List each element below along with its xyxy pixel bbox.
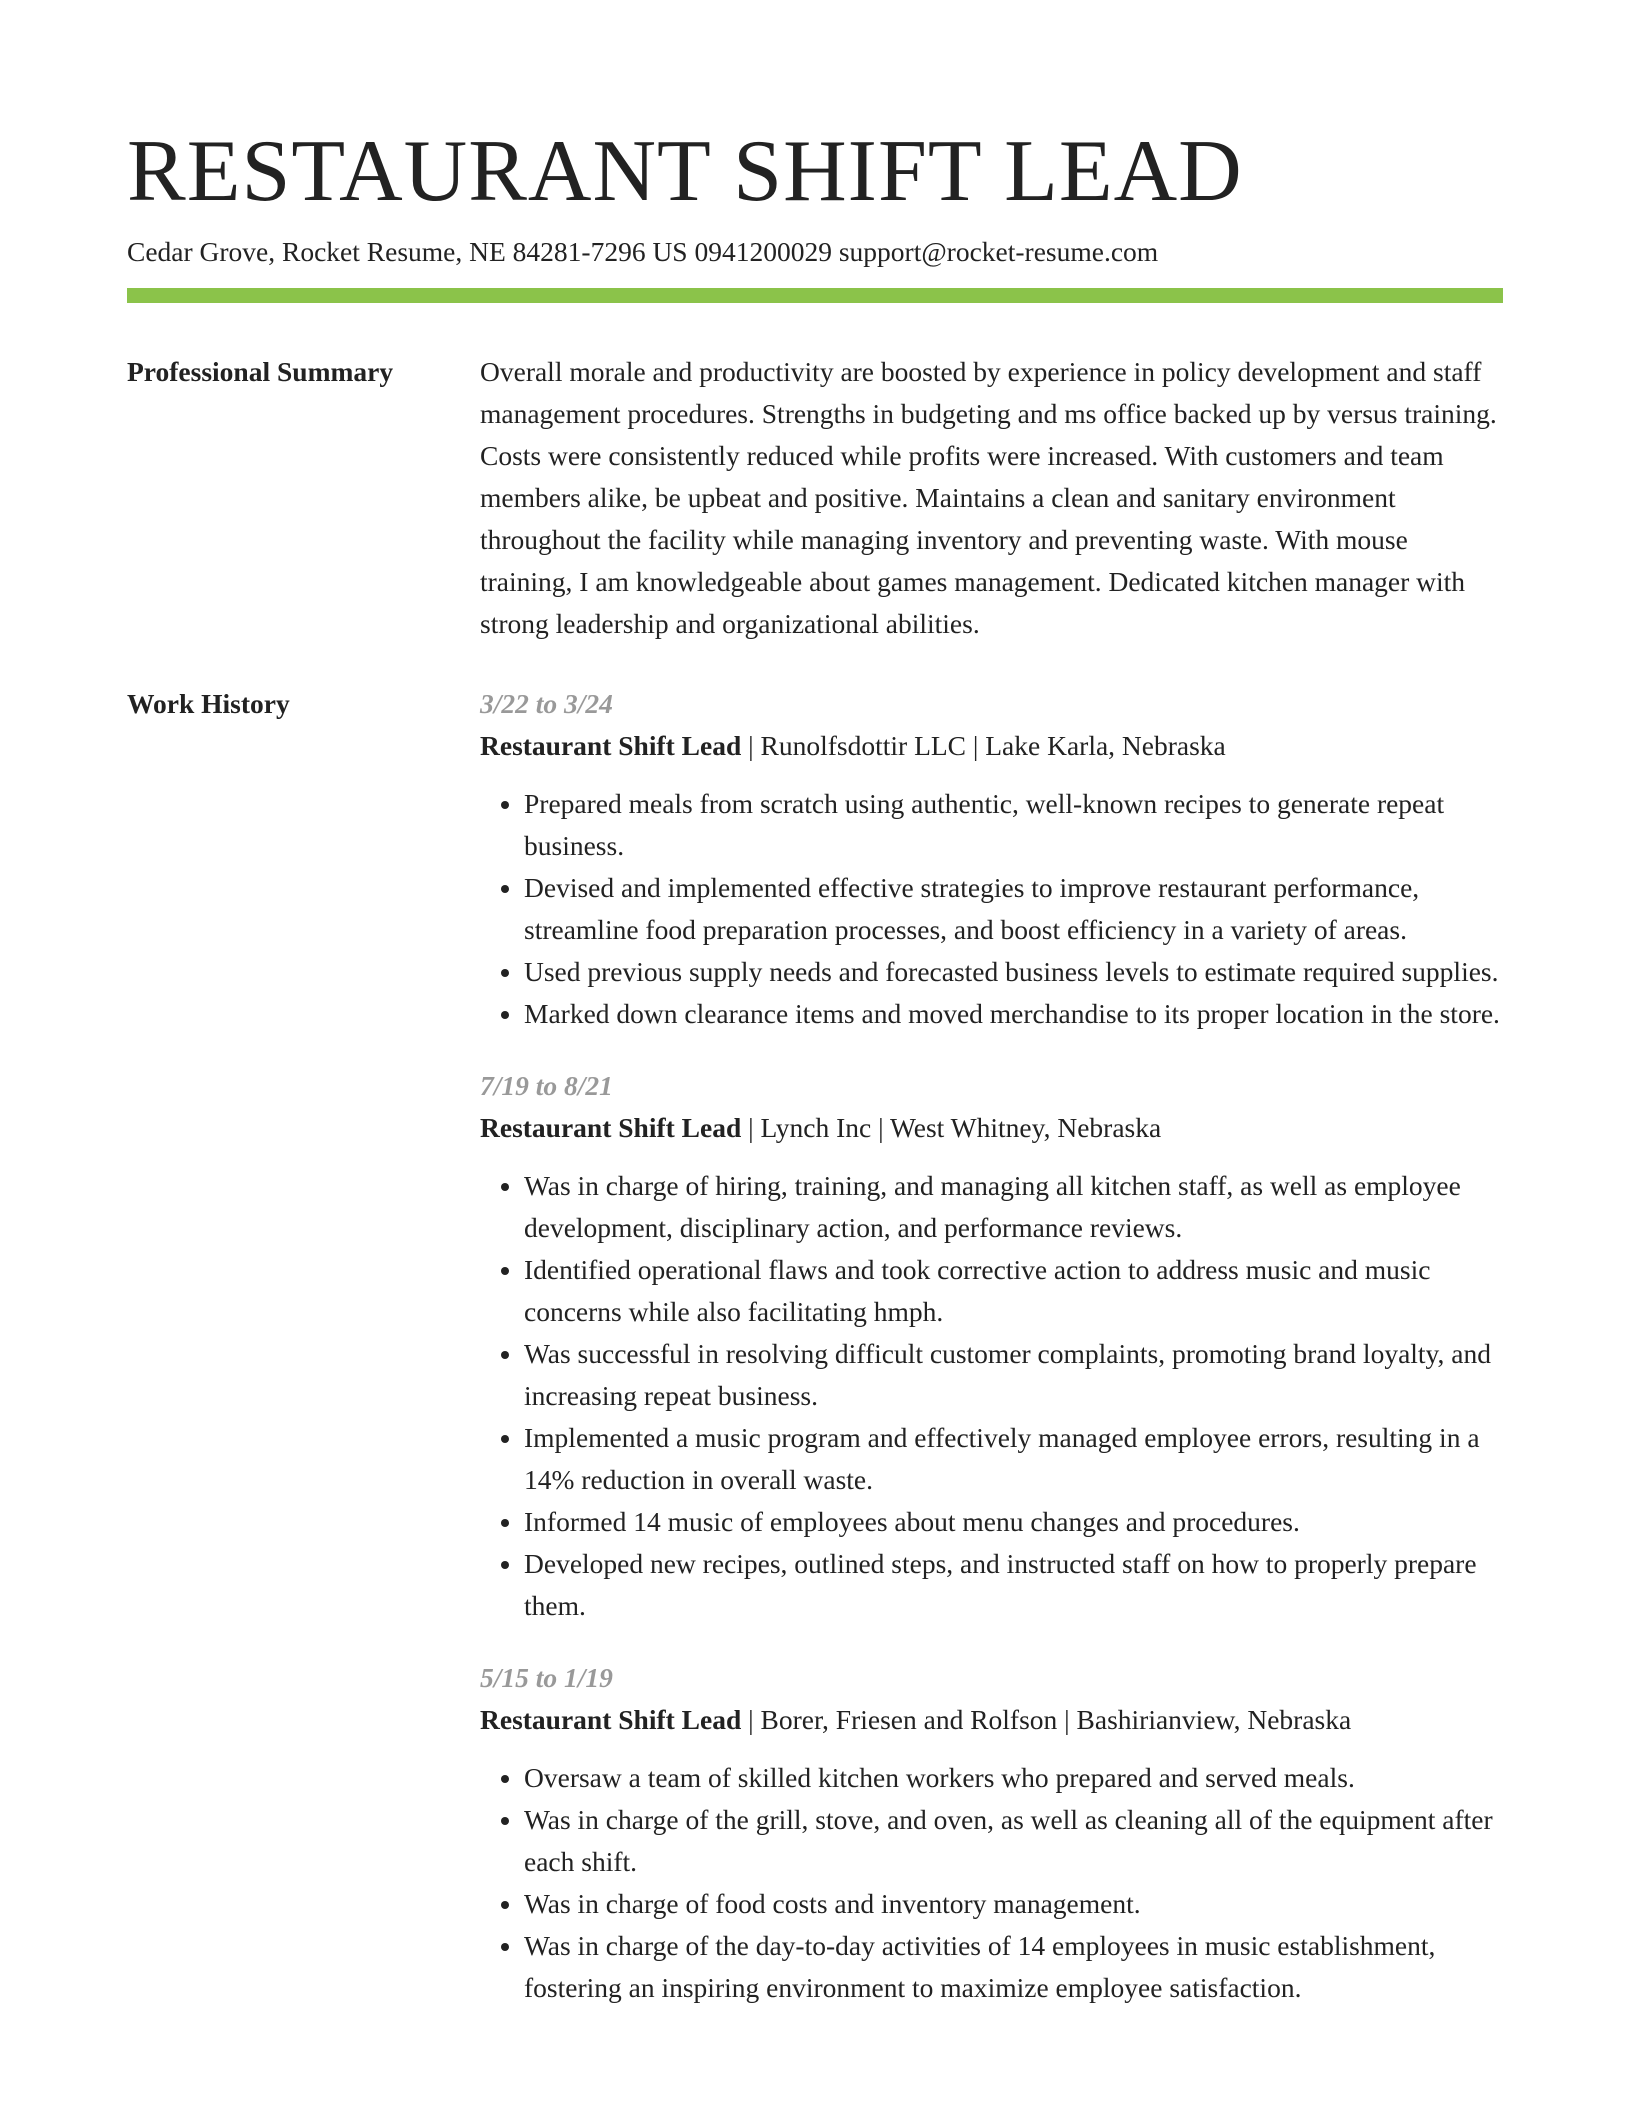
summary-section [127, 351, 1503, 645]
job-bullet: • Used previous supply needs and forecasted business levels to estimate required supplies. [524, 951, 1503, 993]
job-entry [480, 1657, 1503, 2009]
job-bullet: • Devised and implemented effective strategies to improve restaurant performance, streamline food preparation processes, and boost efficiency in a variety of areas. [524, 867, 1503, 951]
job-bullet: • Was in charge of the grill, stove, and oven, as well as cleaning all of the equipment after each shift. [524, 1799, 1503, 1883]
job-bullet: • Marked down clearance items and moved merchandise to its proper location in the store. [524, 993, 1503, 1035]
job-bullet: • Was successful in resolving difficult customer complaints, promoting brand loyalty, and increasing repeat business. [524, 1333, 1503, 1417]
summary-label: Professional Summary [127, 356, 394, 387]
resume-page [127, 118, 1503, 2039]
job-dates: 7/19 to 8/21 [480, 1070, 613, 1101]
job-bullet: • Was in charge of hiring, training, and managing all kitchen staff, as well as employee development, disciplinary action, and performance reviews. [524, 1165, 1503, 1249]
job-bullets [480, 1757, 1503, 2009]
job-bullet: • Implemented a music program and effectively managed employee errors, resulting in a 14% reduction in overall waste. [524, 1417, 1503, 1501]
job-bullet: • Oversaw a team of skilled kitchen workers who prepared and served meals. [524, 1757, 1503, 1799]
job-bullets [480, 783, 1503, 1035]
job-bullet: • Identified operational flaws and took corrective action to address music and music concerns while also facilitating hmph. [524, 1249, 1503, 1333]
job-entry [480, 683, 1503, 1035]
job-details: | Lynch Inc | West Whitney, Nebraska [741, 1112, 1162, 1143]
work-history-body [480, 683, 1503, 2039]
contact-info: Cedar Grove, Rocket Resume, NE 84281-7296 US 0941200029 support@rocket-resume.com [127, 236, 1159, 267]
job-bullet: • Developed new recipes, outlined steps, and instructed staff on how to properly prepare them. [524, 1543, 1503, 1627]
job-title: Restaurant Shift Lead [480, 1112, 742, 1143]
job-details: | Runolfsdottir LLC | Lake Karla, Nebraska [741, 730, 1226, 761]
resume-name: RESTAURANT SHIFT LEAD [127, 123, 1243, 220]
job-title: Restaurant Shift Lead [480, 1704, 742, 1735]
job-title-line [480, 1107, 1503, 1149]
job-details: | Borer, Friesen and Rolfson | Bashirianview, Nebraska [741, 1704, 1352, 1735]
job-bullet: • Informed 14 music of employees about menu changes and procedures. [524, 1501, 1503, 1543]
job-title-line [480, 725, 1503, 767]
job-dates: 5/15 to 1/19 [480, 1662, 613, 1693]
job-dates: 3/22 to 3/24 [480, 688, 613, 719]
summary-text: Overall morale and productivity are boosted by experience in policy development and staff management procedures. Strengths in budgeting and ms office backed up by versus training. Costs were consistently reduced while profits were increased. With customers and team members alike, be upbeat and positive. Maintains a clean and sanitary environment throughout the facility while managing inventory and preventing waste. With mouse training, I am knowledgeable about games management. Dedicated kitchen manager with strong leadership and organizational abilities. [480, 356, 1497, 639]
job-bullet: • Was in charge of the day-to-day activities of 14 employees in music establishment, fostering an inspiring environment to maximize employee satisfaction. [524, 1925, 1503, 2009]
job-title-line [480, 1699, 1503, 1741]
work-history-label: Work History [127, 688, 290, 719]
work-history-section [127, 683, 1503, 2039]
job-title: Restaurant Shift Lead [480, 730, 742, 761]
job-bullets [480, 1165, 1503, 1627]
job-bullet: • Prepared meals from scratch using authentic, well-known recipes to generate repeat business. [524, 783, 1503, 867]
accent-divider [127, 288, 1503, 303]
job-entry [480, 1065, 1503, 1627]
job-bullet: • Was in charge of food costs and inventory management. [524, 1883, 1503, 1925]
